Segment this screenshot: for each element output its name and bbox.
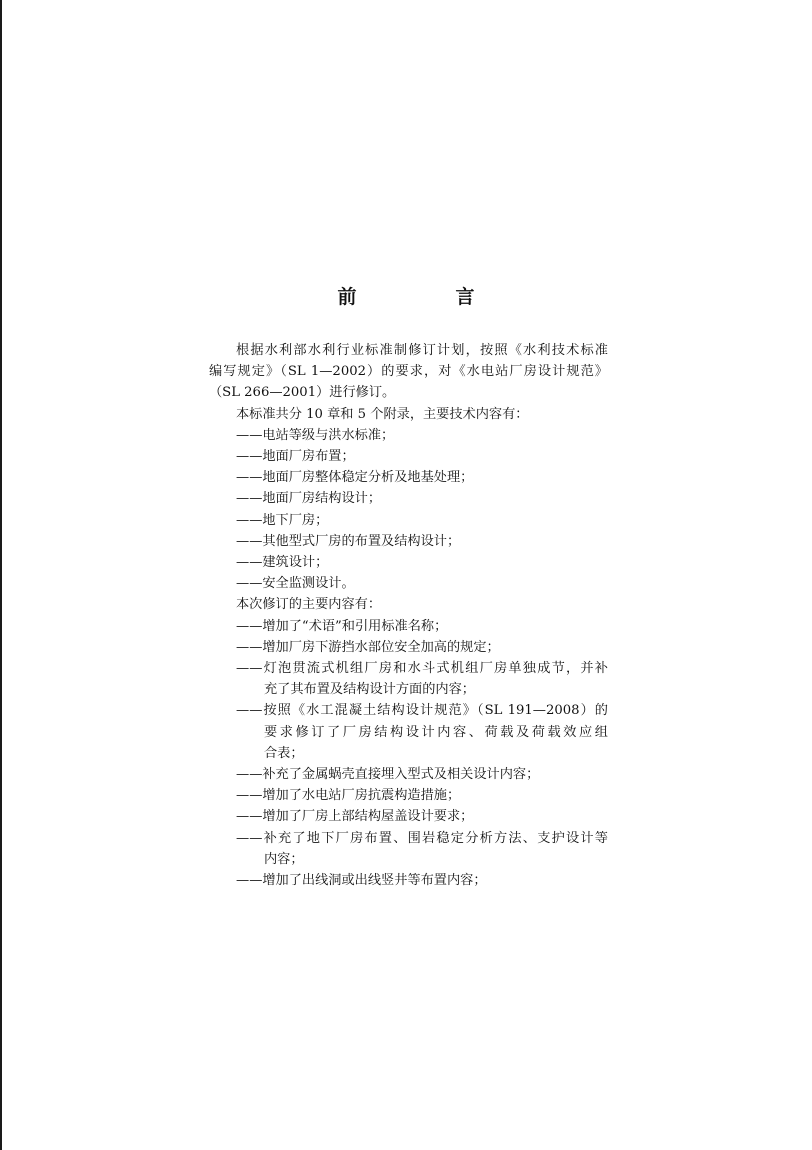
text-line: 本次修订的主要内容有： <box>236 597 382 613</box>
text-line: ——增加了出线洞或出线竖井等布置内容； <box>236 873 487 889</box>
list-item <box>236 531 608 552</box>
text-line: ——按照《水工混凝土结构设计规范》（SL 191—2008）的 <box>236 703 608 719</box>
text-line: ——补充了地下厂房布置、围岩稳定分析方法、支护设计等 <box>236 830 608 846</box>
list-item <box>236 616 608 637</box>
list-item <box>236 828 608 870</box>
list-item <box>236 467 608 488</box>
text-line: ——补充了金属蜗壳直接埋入型式及相关设计内容； <box>236 767 540 783</box>
list-item <box>236 425 608 446</box>
text-line: ——增加了“术语”和引用标准名称； <box>236 618 448 634</box>
text-line: ——增加厂房下游挡水部位安全加高的规定； <box>236 639 500 655</box>
paragraph <box>209 340 608 404</box>
text-line: ——安全监测设计。 <box>236 576 355 592</box>
list-item <box>236 552 608 573</box>
text-line: ——地面厂房整体稳定分析及地基处理； <box>236 470 474 486</box>
list-item <box>236 488 608 509</box>
text-line: ——建筑设计； <box>236 555 329 571</box>
list-item <box>236 870 608 891</box>
text-line: （SL 266—2001）进行修订。 <box>209 385 396 401</box>
text-line: ——灯泡贯流式机组厂房和水斗式机组厂房单独成节，并补 <box>236 661 608 677</box>
paragraph <box>236 594 608 615</box>
list-item <box>236 658 608 700</box>
text-line: ——增加了水电站厂房抗震构造措施； <box>236 788 461 804</box>
text-line: ——地下厂房； <box>236 512 329 528</box>
preface-body <box>209 340 608 891</box>
text-line: ——电站等级与洪水标准； <box>236 427 395 443</box>
list-item <box>236 700 608 764</box>
list-item <box>236 637 608 658</box>
text-line: ——增加了厂房上部结构屋盖设计要求； <box>236 809 474 825</box>
text-line: 内容； <box>264 851 304 867</box>
list-item <box>236 764 608 785</box>
list-item <box>236 806 608 827</box>
text-line: 要求修订了厂房结构设计内容、荷载及荷载效应组 <box>264 724 608 740</box>
text-line: 根据水利部水利行业标准制修订计划，按照《水利技术标准 <box>236 343 608 358</box>
text-line: 编写规定》（SL 1—2002）的要求，对《水电站厂房设计规范》 <box>209 364 608 380</box>
page-edge-line <box>0 0 2 1150</box>
text-line: ——其他型式厂房的布置及结构设计； <box>236 533 461 549</box>
list-item <box>236 573 608 594</box>
text-line: ——地面厂房结构设计； <box>236 491 382 507</box>
page-title: 前 言 <box>337 286 515 308</box>
list-item <box>236 510 608 531</box>
list-item <box>236 446 608 467</box>
text-line: ——地面厂房布置； <box>236 449 355 465</box>
text-line: 本标准共分 10 章和 5 个附录，主要技术内容有： <box>236 406 529 422</box>
text-line: 合表； <box>264 745 304 761</box>
text-line: 充了其布置及结构设计方面的内容； <box>264 682 475 698</box>
list-item <box>236 785 608 806</box>
paragraph <box>236 404 608 425</box>
